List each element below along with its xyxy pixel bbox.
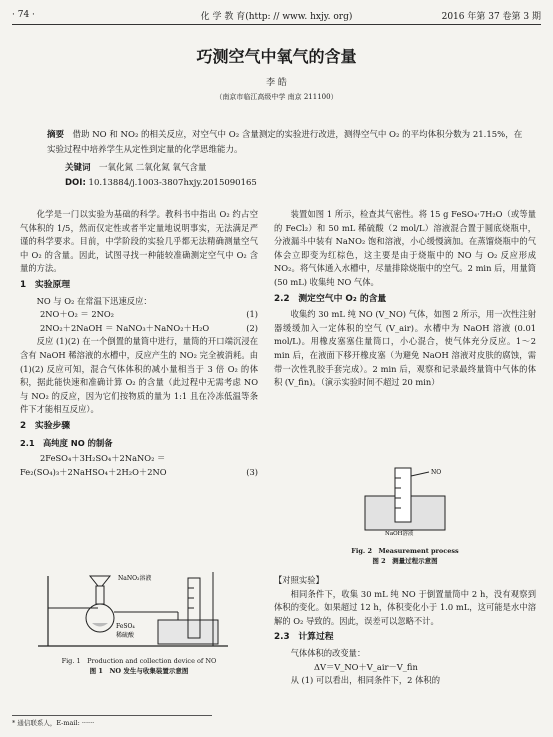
- caption-cn: 图 1 NO 发生与收集装置示意图: [89, 667, 189, 675]
- paragraph: 反应 (1)(2) 在一个倒置的量筒中进行，量筒的开口端沉浸在含有 NaOH 稀溶液的水槽中，反应产生的 NO₂ 完全被消耗。由 (1)(2) 反应可知，混合气体体积的减小量相当于 3 倍 O₂ 的体积，据此能快速和准确计算 O₂ 的含量（此过程中无需考虑 NO 与 NO₂ 的反应，因为它们按物质的量为 1:1 且在冷冻低温等条件下才能相互反应）。: [20, 336, 258, 415]
- author: 李 皓: [266, 78, 287, 88]
- footnote: * 通信联系人，E-mail: ······: [12, 715, 212, 727]
- subsection-heading: 2.2 测定空气中 O₂ 的含量: [274, 293, 387, 304]
- doi-text: 10.13884/j.1003-3807hxjy.2015090165: [88, 178, 257, 188]
- keywords: [65, 161, 206, 173]
- caption-en: Fig. 1 Production and collection device of NO: [61, 657, 217, 665]
- paragraph: 从 (1) 可以看出，相同条件下，2 体积的: [290, 675, 440, 686]
- doi: [65, 178, 257, 188]
- equation-4: ΔV＝V_NO＋V_air－V_fin: [314, 661, 418, 672]
- caption-en: Fig. 2 Measurement process: [351, 547, 459, 555]
- equation-text: Fe₂(SO₄)₃＋2NaHSO₄＋2H₂O＋2NO: [20, 466, 167, 477]
- fig1-label: 稀硫酸: [116, 632, 135, 639]
- journal-name: 化 学 教 育(http: // www. hxjy. org): [200, 11, 353, 22]
- paper-title: 巧测空气中氧气的含量: [196, 47, 357, 66]
- keywords-text: 一氧化氮 二氧化氮 氧气含量: [99, 163, 207, 173]
- subsection-heading: 2.3 计算过程: [274, 632, 334, 643]
- page-number: · 74 ·: [12, 10, 35, 20]
- affiliation: （南京市临江高级中学 南京 211100）: [215, 93, 338, 101]
- fig1-label: FeSO₄: [116, 623, 135, 630]
- abstract-text: 借助 NO 和 NO₂ 的相关反应，对空气中 O₂ 含量测定的实验进行改进，测得空气中 O₂ 的平均体积分数为 21.15%，在实验过程中培养学生从定性到定量的化学思维能力。: [47, 130, 523, 155]
- caption-cn: 图 2 测量过程示意图: [372, 557, 438, 565]
- fig1-label: NaNO₂溶液: [118, 575, 152, 582]
- equation-text: 2NO＋O₂ ＝ 2NO₂: [40, 309, 115, 320]
- right-column: [274, 208, 536, 390]
- equation-3b: [20, 466, 258, 480]
- abstract: [47, 128, 523, 158]
- abstract-label: 摘要: [47, 130, 65, 140]
- subheading: 【对照实验】: [274, 575, 324, 585]
- paragraph: 相同条件下，收集 30 mL 纯 NO 于倒置量筒中 2 h，没有观察到体积的变化。如果超过 12 h，体积变化小于 1.0 mL，这可能是水中溶解的 O₂ 导致的。因此，误差可以忽略不计。: [274, 588, 536, 626]
- equation-number: (1): [246, 309, 258, 320]
- equation-1: [20, 308, 258, 322]
- figure-1-apparatus: [28, 568, 243, 650]
- equation-text: 2FeSO₄＋3H₂SO₄＋2NaNO₂ ＝: [40, 453, 166, 464]
- left-column: [20, 208, 258, 479]
- keywords-label: 关键词: [65, 163, 91, 173]
- subsection-heading: 2.1 高纯度 NO 的制备: [20, 437, 113, 448]
- fig2-label: NaOH溶液: [385, 531, 414, 536]
- figure-2-measurement: [345, 466, 465, 536]
- section-heading: 1 实验原理: [20, 279, 71, 290]
- fig2-label: NO: [431, 469, 442, 476]
- section-heading: 2 实验步骤: [20, 420, 71, 431]
- figure-1-caption: [20, 656, 258, 676]
- paragraph: 收集约 30 mL 纯 NO (V_NO) 气体，如图 2 所示，用一次性注射器缓缓加入一定体积的空气 (V_air)。水槽中为 NaOH 溶液 (0.01 mol/L)。用橡皮塞塞住量筒口，小心混合，使气体充分反应。1～2 min 后，在液面下移开橡皮塞（为避免 NaOH 溶液对皮肤的腐蚀，需带一次性乳胶手套完成）。2 min 后，观察和记录最终量筒中气体的体积 (V_fin)。（演示实验时间不超过 20 min）: [274, 309, 536, 388]
- paragraph: 装置如图 1 所示，检查其气密性。将 15 g FeSO₄·7H₂O（或等量的 FeCl₂）和 50 mL 稀硫酸（2 mol/L）溶液混合置于圆底烧瓶中，分液漏斗中装有 NaNO₂ 饱和溶液，小心缓慢滴加。在蒸馏烧瓶中的气体会立即变为红棕色，这主要是由于烧瓶中的 NO 与 O₂ 反应形成 NO₂。将气体通入水槽中，尽量排除烧瓶中的空气。2 min 后，用量筒 (50 mL) 收集纯 NO 气体。: [274, 209, 536, 287]
- equation-3a: [20, 452, 258, 466]
- equation-2: [20, 322, 258, 336]
- intro-paragraph: 化学是一门以实验为基础的科学。教科书中指出 O₂ 约占空气体积的 1/5，然而仅定性或者半定量地说明事实，无法满足严谨的科学要求。目前，中学阶段的实验几乎都无法精确测量空气中 O₂ 的含量。因此，试图寻找一种能较准确测定空气中 O₂ 含量的方法。: [20, 209, 258, 274]
- figure-2-caption: [274, 546, 536, 566]
- equation-number: (3): [246, 466, 258, 477]
- equation-text: 2NO₂＋2NaOH ＝ NaNO₃＋NaNO₂＋H₂O: [40, 322, 210, 333]
- paragraph: NO 与 O₂ 在常温下迅速反应：: [36, 295, 152, 306]
- equation-number: (2): [246, 322, 258, 333]
- paragraph: 气体体积的改变量：: [290, 647, 366, 658]
- page-header: [12, 6, 541, 25]
- doi-label: DOI:: [65, 178, 86, 188]
- right-column-lower: [274, 574, 536, 688]
- issue-info: 2016 年第 37 卷第 3 期: [441, 11, 541, 22]
